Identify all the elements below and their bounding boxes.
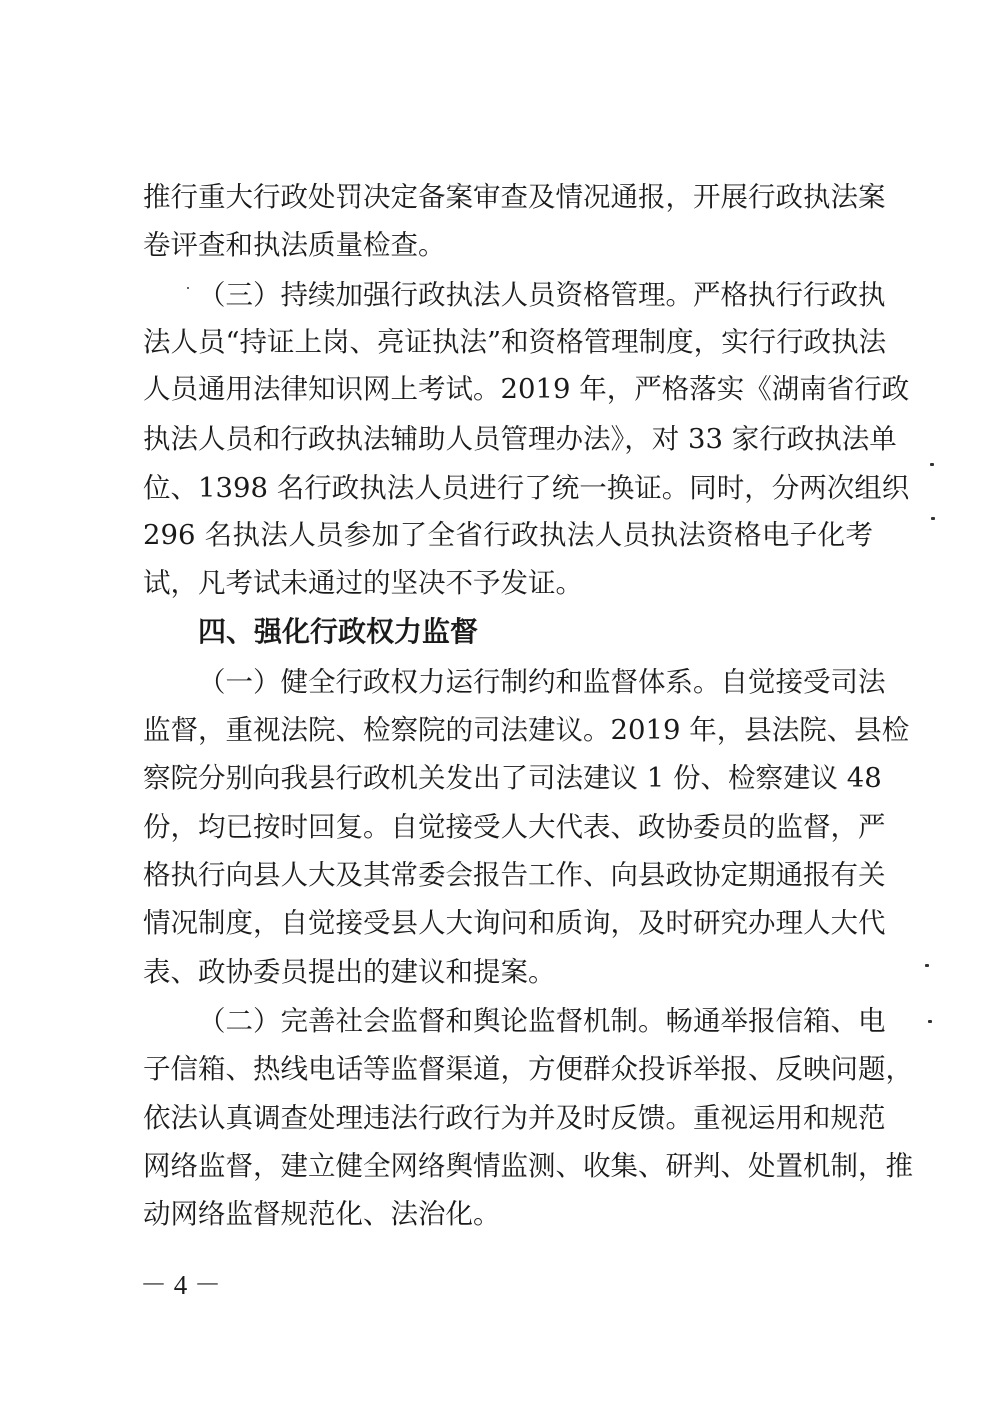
page-number: － 4 － [140, 1270, 221, 1300]
paragraph-line: 格执行向县人大及其常委会报告工作、向县政协定期通报有关 [143, 859, 886, 891]
paragraph-line: 依法认真调查处理违法行政行为并及时反馈。重视运用和规范 [143, 1102, 886, 1134]
paragraph-line: （二）完善社会监督和舆论监督机制。畅通举报信箱、电 [198, 1005, 886, 1037]
scan-speck [187, 287, 189, 289]
paragraph-line: （三）持续加强行政执法人员资格管理。严格执行行政执 [198, 279, 886, 311]
paragraph-line: 监督，重视法院、检察院的司法建议。2019 年，县法院、县检 [143, 714, 910, 746]
paragraph-line: 296 名执法人员参加了全省行政执法人员执法资格电子化考 [143, 519, 873, 551]
scan-speck [930, 463, 934, 466]
paragraph-line: 网络监督，建立健全网络舆情监测、收集、研判、处置机制，推 [143, 1150, 913, 1182]
scan-speck [928, 1020, 932, 1023]
paragraph-line: 份，均已按时回复。自觉接受人大代表、政协委员的监督，严 [143, 811, 886, 843]
paragraph-line: 位、1398 名行政执法人员进行了统一换证。同时，分两次组织 [143, 472, 910, 504]
scan-speck [925, 964, 929, 967]
paragraph-line: 执法人员和行政执法辅助人员管理办法》，对 33 家行政执法单 [143, 423, 897, 455]
paragraph-line: 法人员“持证上岗、亮证执法”和资格管理制度，实行行政执法 [143, 326, 887, 358]
paragraph-line: 人员通用法律知识网上考试。2019 年，严格落实《湖南省行政 [143, 373, 910, 405]
scan-speck [931, 517, 935, 520]
paragraph-line: 卷评查和执法质量检查。 [143, 229, 446, 261]
paragraph-line: 情况制度，自觉接受县人大询问和质询，及时研究办理人大代 [143, 907, 886, 939]
paragraph-line: 察院分别向我县行政机关发出了司法建议 1 份、检察建议 48 [143, 762, 882, 794]
section-heading: 四、强化行政权力监督 [198, 615, 479, 648]
paragraph-line: 子信箱、热线电话等监督渠道，方便群众投诉举报、反映问题， [143, 1053, 913, 1085]
paragraph-line: 动网络监督规范化、法治化。 [143, 1198, 501, 1230]
paragraph-line: 推行重大行政处罚决定备案审查及情况通报，开展行政执法案 [143, 181, 886, 213]
paragraph-line: 试，凡考试未通过的坚决不予发证。 [143, 567, 583, 599]
paragraph-line: （一）健全行政权力运行制约和监督体系。自觉接受司法 [198, 666, 886, 698]
paragraph-line: 表、政协委员提出的建议和提案。 [143, 956, 556, 988]
